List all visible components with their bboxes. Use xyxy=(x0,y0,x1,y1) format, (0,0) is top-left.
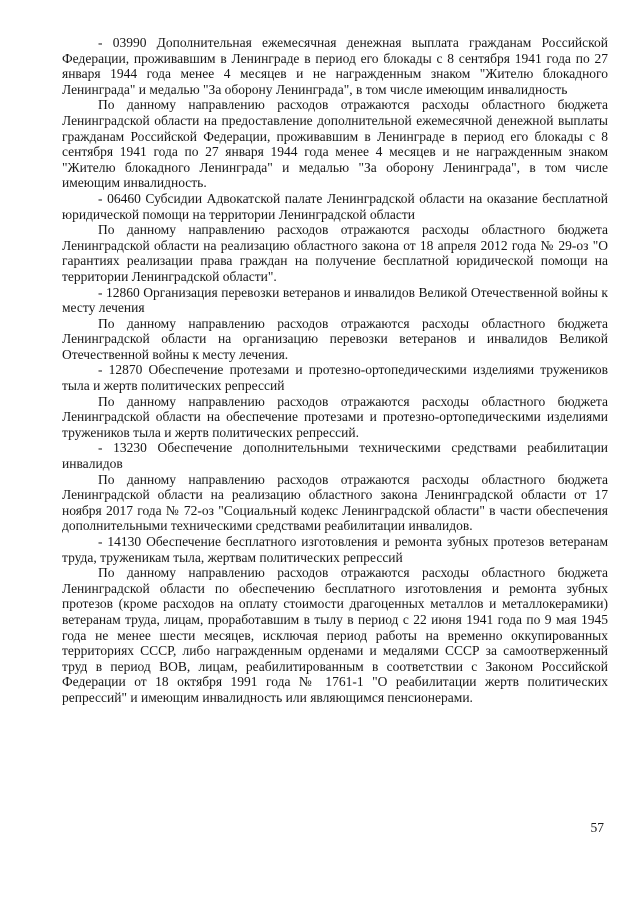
document-body xyxy=(62,35,608,706)
paragraph-06460-description: По данному направлению расходов отражаются расходы областного бюджета Ленинградской области на реализацию областного закона от 18 апреля 2012 года № 29-оз "О гарантиях реализации права граждан на получение бесплатной юридической помощи на территории Ленинградской области". xyxy=(62,222,608,284)
paragraph-06460-heading: - 06460 Субсидии Адвокатской палате Ленинградской области на оказание бесплатной юридической помощи на территории Ленинградской области xyxy=(62,190,608,222)
paragraph-12860-heading: - 12860 Организация перевозки ветеранов и инвалидов Великой Отечественной войны к месту лечения xyxy=(62,284,608,316)
paragraph-14130-heading: - 14130 Обеспечение бесплатного изготовления и ремонта зубных протезов ветеранам труда, труженикам тыла, жертвам политических репрессий xyxy=(62,534,608,565)
paragraph-13230-description: По данному направлению расходов отражаются расходы областного бюджета Ленинградской области на реализацию областного закона Ленинградской области от 17 ноября 2017 года № 72-оз "Социальный кодекс Ленинградской области" в части обеспечения дополнительными техническими средствами реабилитации инвалидов. xyxy=(62,471,608,534)
paragraph-13230-heading: - 13230 Обеспечение дополнительными техническими средствами реабилитации инвалидов xyxy=(62,440,608,472)
page-number: 57 xyxy=(590,820,604,835)
paragraph-12870-description: По данному направлению расходов отражаются расходы областного бюджета Ленинградской области на обеспечение протезами и протезно-ортопедическими изделиями тружеников тыла и жертв политических репрессий. xyxy=(62,393,608,440)
paragraph-03990-heading: - 03990 Дополнительная ежемесячная денежная выплата гражданам Российской Федерации, проживавшим в Ленинграде в период его блокады с 8 сентября 1941 года по 27 января 1944 года менее 4 месяцев и не награжденным знаком "Жителю блокадного Ленинграда" и медалью "За оборону Ленинграда", в том числе имеющим инвалидность xyxy=(62,35,608,97)
paragraph-14130-description: По данному направлению расходов отражаются расходы областного бюджета Ленинградской области по обеспечению бесплатного изготовления и ремонта зубных протезов (кроме расходов на оплату стоимости драгоценных металлов и металлокерамики) ветеранам труда, лицам, проработавшим в тылу в период с 22 июня 1941 года по 9 мая 1945 года не менее шести месяцев, исключая период работы на временно оккупированных территориях СССР, либо награжденным орденами и медалями СССР за самоотверженный труд в период ВОВ, лицам, реабилитированным в соответствии с Законом Российской Федерации от 18 октября 1991 года № 1761-1 "О реабилитации жертв политических репрессий" и имеющим инвалидность или являющимся пенсионерами. xyxy=(62,565,608,705)
paragraph-03990-description: По данному направлению расходов отражаются расходы областного бюджета Ленинградской области на предоставление дополнительной ежемесячной денежной выплаты гражданам Российской Федерации, проживавшим в Ленинграде в период его блокады с 8 сентября 1941 года по 27 января 1944 года менее 4 месяцев и не награжденным знаком "Жителю блокадного Ленинграда" и медалью "За оборону Ленинграда", в том числе имеющим инвалидность. xyxy=(62,97,608,191)
paragraph-12870-heading: - 12870 Обеспечение протезами и протезно-ортопедическими изделиями тружеников тыла и жертв политических репрессий xyxy=(62,362,608,394)
paragraph-12860-description: По данному направлению расходов отражаются расходы областного бюджета Ленинградской области на организацию перевозки ветеранов и инвалидов Великой Отечественной войны к месту лечения. xyxy=(62,315,608,362)
